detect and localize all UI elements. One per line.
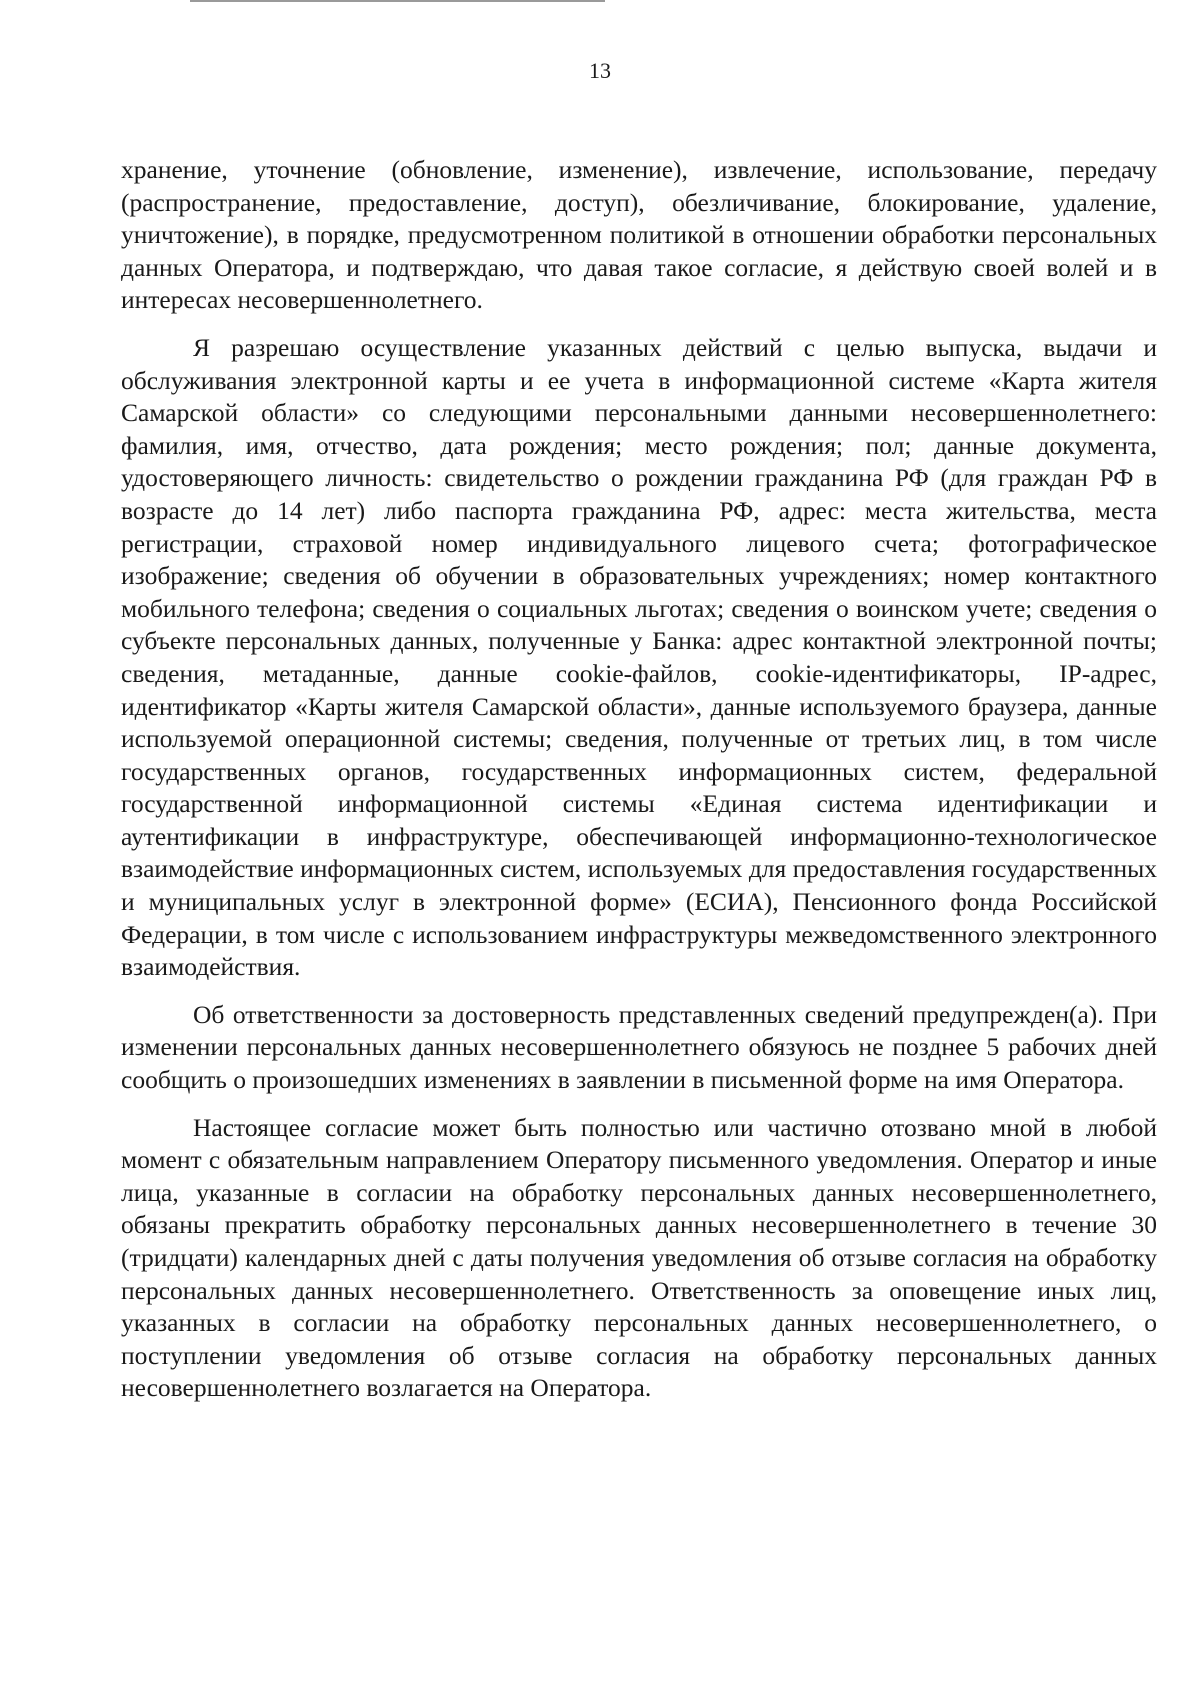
paragraph-responsibility: Об ответственности за достоверность представленных сведений предупрежден(а). При изменении персональных данных несовершеннолетнего обязуюсь не позднее 5 рабочих дней сообщить о произошедших изменениях в заявлении в письменной форме на имя Оператора. — [121, 999, 1157, 1095]
page-number: 13 — [589, 58, 611, 83]
scan-edge-line — [190, 0, 605, 2]
paragraph-permitted-data: Я разрешаю осуществление указанных действий с целью выпуска, выдачи и обслуживания электронной карты и ее учета в информационной системе «Карта жителя Самарской области» со следующими персональными данными несовершеннолетнего: фамилия, имя, отчество, дата рождения; место рождения; пол; данные документа, удостоверяющего личность: свидетельство о рождении гражданина РФ (для граждан РФ в возрасте до 14 лет) либо паспорта гражданина РФ, адрес: места жительства, места регистрации, страховой номер индивидуального лицевого счета; фотографическое изображение; сведения об обучении в образовательных учреждениях; номер контактного мобильного телефона; сведения о социальных льготах; сведения о воинском учете; сведения о субъекте персональных данных, полученные у Банка: адрес контактной электронной почты; сведения, метаданные, данные cookie-файлов, cookie-идентификаторы, IP-адрес, идентификатор «Карты жителя Самарской области», данные используемого браузера, данные используемой операционной системы; сведения, полученные от третьих лиц, в том числе государственных органов, государственных информационных систем, федеральной государственной информационной системы «Единая система идентификации и аутентификации в инфраструктуре, обеспечивающей информационно-технологическое взаимодействие информационных систем, используемых для предоставления государственных и муниципальных услуг в электронной форме» (ЕСИА), Пенсионного фонда Российской Федерации, в том числе с использованием инфраструктуры межведомственного электронного взаимодействия. — [121, 332, 1157, 982]
document-body — [121, 154, 1157, 1405]
paragraph-revocation: Настоящее согласие может быть полностью или частично отозвано мной в любой момент с обязательным направлением Оператору письменного уведомления. Оператор и иные лица, указанные в согласии на обработку персональных данных несовершеннолетнего, обязаны прекратить обработку персональных данных несовершеннолетнего в течение 30 (тридцати) календарных дней с даты получения уведомления об отзыве согласия на обработку персональных данных несовершеннолетнего. Ответственность за оповещение иных лиц, указанных в согласии на обработку персональных данных несовершеннолетнего, о поступлении уведомления об отзыве согласия на обработку персональных данных несовершеннолетнего возлагается на Оператора. — [121, 1112, 1157, 1403]
paragraph-continuation: хранение, уточнение (обновление, изменение), извлечение, использование, передачу (распространение, предоставление, доступ), обезличивание, блокирование, удаление, уничтожение), в порядке, предусмотренном политикой в отношении обработки персональных данных Оператора, и подтверждаю, что давая такое согласие, я действую своей волей и в интересах несовершеннолетнего. — [121, 155, 1157, 315]
